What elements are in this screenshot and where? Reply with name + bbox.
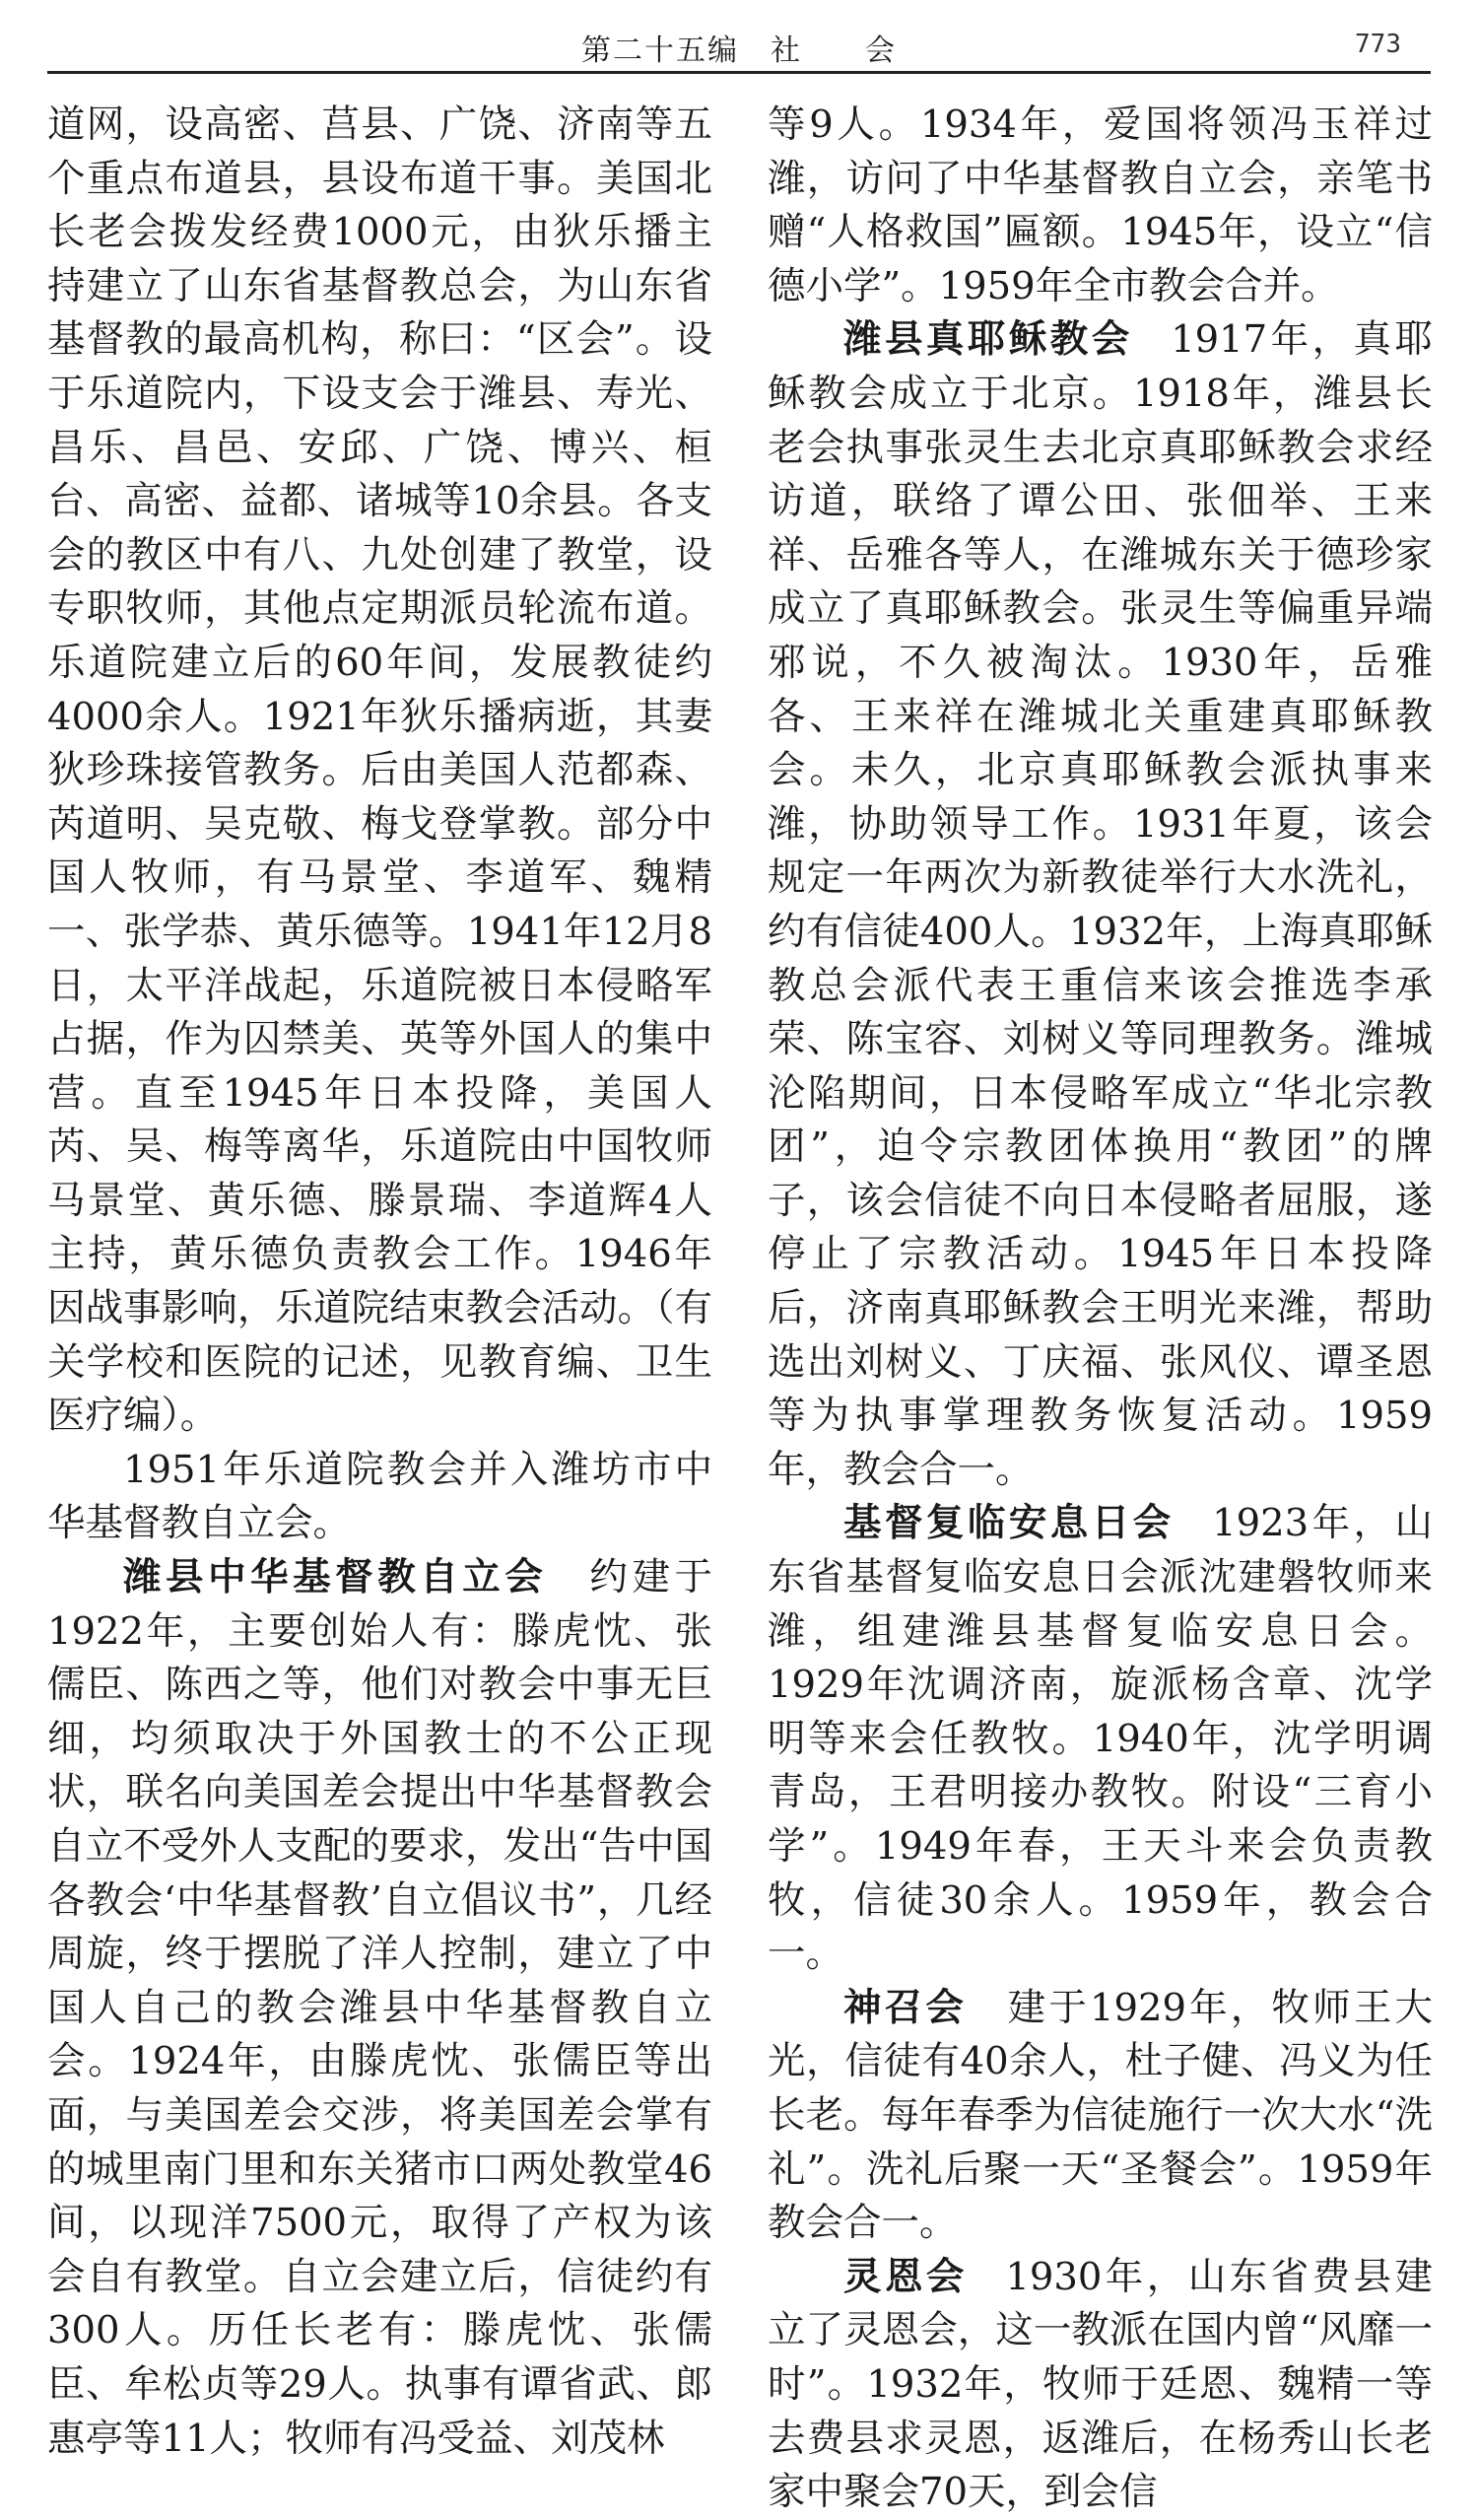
right-column xyxy=(768,99,1433,2520)
section-heading: 灵恩会 xyxy=(843,2254,968,2299)
header-rule xyxy=(47,71,1431,74)
section-anxirihui xyxy=(768,1497,1433,1981)
section-body: 1930年，山东省费县建立了灵恩会，这一教派在国内曾“风靡一时”。1932年，牧师于廷恩、魏精一等去费县求灵恩，返潍后，在杨秀山长老家中聚会70天，到会信 xyxy=(768,2254,1433,2515)
section-heading: 基督复临安息日会 xyxy=(843,1501,1175,1546)
running-header xyxy=(47,18,1431,73)
section-title: 第二十五编 社 会 xyxy=(581,34,897,68)
left-column xyxy=(47,99,712,2466)
section-heading: 潍县真耶稣教会 xyxy=(843,317,1133,363)
section-weixian-zhonghua-jidujiao-zilihui xyxy=(47,1551,712,2466)
section-weixian-zhenyesu-jiaohui xyxy=(768,313,1433,1497)
paragraph-zilihui-continued: 等9人。1934年，爱国将领冯玉祥过潍，访问了中华基督教自立会，亲笔书赠“人格救国”匾额。1945年，设立“信德小学”。1959年全市教会合并。 xyxy=(768,102,1433,308)
section-body: 1917年，真耶稣教会成立于北京。1918年，潍县长老会执事张灵生去北京真耶稣教会求经访道，联络了谭公田、张佃举、王来祥、岳雅各等人，在潍城东关于德珍家成立了真耶稣教会。张灵生等偏重异端邪说，不久被淘汰。1930年，岳雅各、王来祥在潍城北关重建真耶稣教会。未久，北京真耶稣教会派执事来潍，协助领导工作。1931年夏，该会规定一年两次为新教徒举行大水洗礼，约有信徒400人。1932年，上海真耶稣教总会派代表王重信来该会推选李承荣、陈宝容、刘树义等同理教务。潍城沦陷期间，日本侵略军成立“华北宗教团”，迫令宗教团体换用“教团”的牌子，该会信徒不向日本侵略者屈服，遂停止了宗教活动。1945年日本投降后，济南真耶稣教会王明光来潍，帮助选出刘树义、丁庆福、张风仪、谭圣恩等为执事掌理教务恢复活动。1959年，教会合一。 xyxy=(768,317,1433,1492)
section-lingenhui xyxy=(768,2251,1433,2520)
section-body: 约建于1922年，主要创始人有：滕虎忱、张儒臣、陈西之等，他们对教会中事无巨细，均须取决于外国教士的不公正现状，联名向美国差会提出中华基督教会自立不受外人支配的要求，发出“告中国各教会‘中华基督教’自立倡议书”，几经周旋，终于摆脱了洋人控制，建立了中国人自己的教会潍县中华基督教自立会。1924年，由滕虎忱、张儒臣等出面，与美国差会交涉，将美国差会掌有的城里南门里和东关猪市口两处教堂46间，以现洋7500元，取得了产权为该会自有教堂。自立会建立后，信徒约有300人。历任长老有：滕虎忱、张儒臣、牟松贞等29人。执事有谭省武、郎惠亭等11人；牧师有冯受益、刘茂林 xyxy=(47,1555,712,2461)
paragraph-leyuan-merger: 1951年乐道院教会并入潍坊市中华基督教自立会。 xyxy=(47,1447,712,1546)
paragraph-leyuan-continued: 道网，设高密、莒县、广饶、济南等五个重点布道县，县设布道干事。美国北长老会拨发经费1000元，由狄乐播主持建立了山东省基督教总会，为山东省基督教的最高机构，称曰：“区会”。设于乐道院内，下设支会于潍县、寿光、昌乐、昌邑、安邱、广饶、博兴、桓台、高密、益都、诸城等10余县。各支会的教区中有八、九处创建了教堂，设专职牧师，其他点定期派员轮流布道。乐道院建立后的60年间，发展教徒约4000余人。1921年狄乐播病逝，其妻狄珍珠接管教务。后由美国人范都森、芮道明、吴克敬、梅戈登掌教。部分中国人牧师，有马景堂、李道军、魏精一、张学恭、黄乐德等。1941年12月8日，太平洋战起，乐道院被日本侵略军占据，作为囚禁美、英等外国人的集中营。直至1945年日本投降，美国人芮、吴、梅等离华，乐道院由中国牧师马景堂、黄乐德、滕景瑞、李道辉4人主持，黄乐德负责教会工作。1946年因战事影响，乐道院结束教会活动。（有关学校和医院的记述，见教育编、卫生医疗编）。 xyxy=(47,102,712,1439)
section-shenzhaohui xyxy=(768,1982,1433,2251)
page-number: 773 xyxy=(1355,30,1401,59)
section-body: 1923年，山东省基督复临安息日会派沈建磐牧师来潍，组建潍县基督复临安息日会。1929年沈调济南，旋派杨含章、沈学明等来会任教牧。1940年，沈学明调青岛，王君明接办教牧。附设“三育小学”。1949年春，王天斗来会负责教牧，信徒30余人。1959年，教会合一。 xyxy=(768,1501,1433,1977)
section-heading: 潍县中华基督教自立会 xyxy=(123,1555,548,1601)
section-heading: 神召会 xyxy=(843,1985,968,2030)
section-body: 建于1929年，牧师王大光，信徒有40余人，杜子健、冯义为任长老。每年春季为信徒施行一次大水“洗礼”。洗礼后聚一天“圣餐会”。1959年教会合一。 xyxy=(768,1985,1433,2246)
